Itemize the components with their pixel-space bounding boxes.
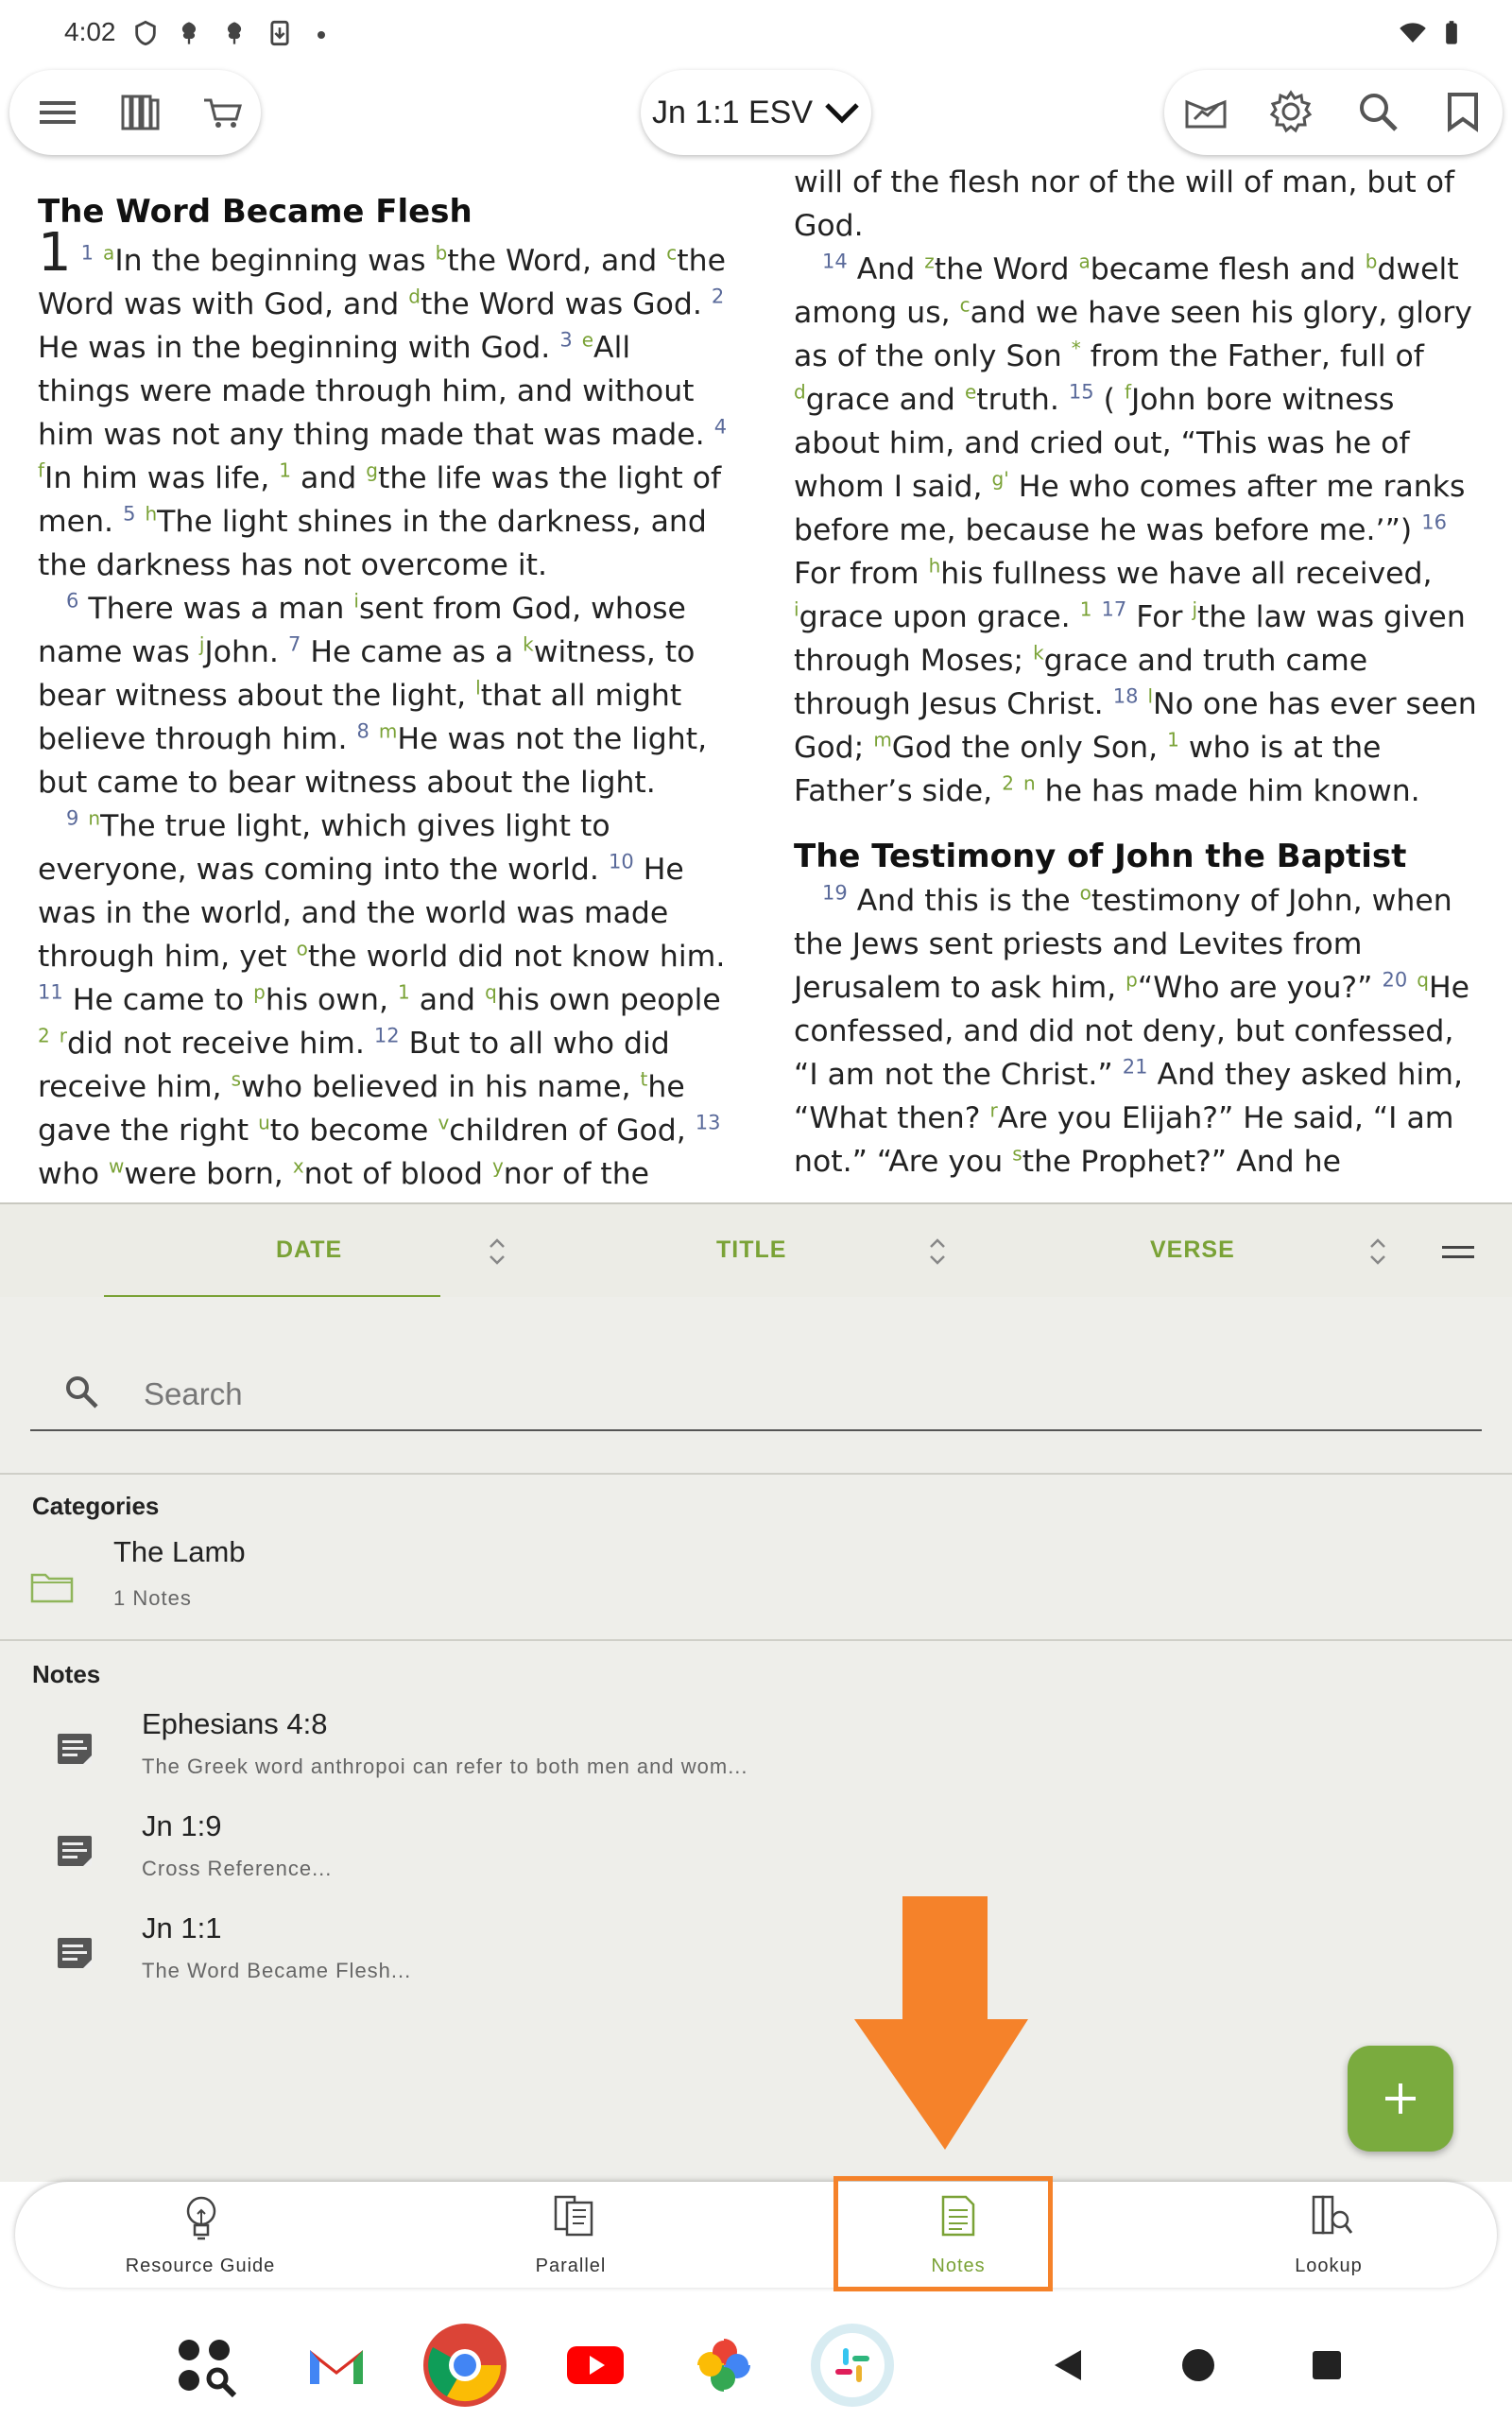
category-count: 1 Notes — [113, 1586, 192, 1610]
bookmark-icon[interactable] — [1435, 83, 1491, 140]
youtube-icon[interactable] — [552, 2322, 639, 2409]
bottom-nav — [15, 2182, 1497, 2288]
divider — [0, 1639, 1512, 1641]
notes-panel — [0, 1297, 1512, 2182]
sort-date-label: DATE — [276, 1236, 343, 1263]
notes-search-input[interactable] — [30, 1354, 1482, 1431]
reader-paragraph: 1 $^1$ $^a$In the beginning was $^b$the Word, and $^c$the Word was with God, and $^d$the Word was God. $^2$ He was in the beginning with God. $^3$ $^e$All things were made through him, and without him was not any thing made that was made. $^4$ $^f$In him was life, $^1$ and $^g$the life was the light of men. $^5$ $^h$The light shines in the darkness, and the darkness has not overcome it. — [38, 222, 728, 582]
nav-parallel[interactable] — [448, 2182, 694, 2288]
chrome-icon[interactable] — [421, 2322, 508, 2409]
sort-verse-label: VERSE — [1150, 1236, 1235, 1263]
note-icon — [55, 1934, 94, 1974]
home-icon[interactable] — [1181, 2348, 1215, 2382]
category-title: The Lamb — [113, 1535, 246, 1568]
bible-reader[interactable] — [0, 142, 1512, 1201]
gmail-icon[interactable] — [293, 2322, 380, 2409]
parallel-icon — [552, 2193, 595, 2238]
notes-heading: Notes — [32, 1660, 101, 1688]
note-preview: The Greek word anthropoi can refer to both men and wom... — [142, 1754, 748, 1778]
chevron-down-icon — [824, 101, 860, 124]
cart-icon[interactable] — [195, 83, 251, 140]
tree-icon-2 — [221, 19, 248, 47]
sort-arrows-icon — [1366, 1233, 1389, 1270]
battery-icon — [1438, 19, 1465, 47]
download-icon — [266, 19, 293, 47]
photos-icon[interactable] — [680, 2322, 767, 2409]
status-bar — [0, 0, 1512, 68]
note-item[interactable] — [0, 1707, 1512, 1802]
sort-by-verse[interactable] — [881, 1204, 1321, 1299]
add-note-button[interactable] — [1348, 2046, 1453, 2152]
note-item[interactable] — [0, 1911, 1512, 2006]
note-preview: Cross Reference... — [142, 1857, 333, 1880]
slack-icon[interactable] — [809, 2322, 896, 2409]
reference-label: Jn 1:1 ESV — [651, 94, 814, 130]
gear-icon[interactable] — [1263, 83, 1319, 140]
notes-highlight-box — [833, 2176, 1053, 2291]
divider — [0, 1473, 1512, 1475]
notes-sort-bar — [0, 1202, 1512, 1297]
menu-icon[interactable] — [28, 83, 85, 140]
nav-label: Notes — [931, 2256, 986, 2276]
nav-lookup[interactable] — [1206, 2182, 1452, 2288]
reader-paragraph: $^{19}$ And this is the $^o$testimony of John, when the Jews sent priests and Levites from Jerusalem to ask him, $^p$“Who are you?” $^{20}$ $^q$He confessed, and did not deny, but confessed, “I am not the Christ.” $^{21}$ And they asked him, “What then? $^r$Are you Elijah?” He said, “I am not.” “Are you $^s$the Prophet?” And he — [794, 881, 1470, 1179]
panel-resize-handle-icon[interactable] — [1442, 1244, 1474, 1261]
note-title: Ephesians 4:8 — [142, 1707, 328, 1740]
note-title: Jn 1:1 — [142, 1911, 222, 1945]
folder-icon — [30, 1569, 74, 1603]
reader-column-right — [794, 161, 1484, 1184]
shield-icon — [132, 19, 159, 47]
search-placeholder: Search — [144, 1376, 243, 1411]
lightbulb-icon — [181, 2193, 221, 2242]
category-item[interactable] — [0, 1535, 1512, 1630]
plus-icon — [1348, 2046, 1453, 2152]
highlight-arrow — [850, 1896, 1030, 2152]
reading-plan-icon[interactable] — [1177, 83, 1234, 140]
lookup-icon — [1310, 2193, 1353, 2238]
section-heading: The Testimony of John the Baptist — [794, 838, 1407, 875]
system-dock — [0, 2307, 1512, 2420]
sort-by-title[interactable] — [440, 1204, 881, 1299]
search-icon[interactable] — [1349, 83, 1406, 140]
note-preview: The Word Became Flesh... — [142, 1959, 412, 1982]
nav-resource-guide[interactable] — [77, 2182, 323, 2288]
back-icon[interactable] — [1053, 2348, 1085, 2382]
section-heading: The Word Became Flesh — [38, 193, 472, 231]
library-icon[interactable] — [112, 83, 168, 140]
reader-paragraph: $^9$ $^n$The true light, which gives light to everyone, was coming into the world. $^{10}$ He was in the world, and the world was made through him, yet $^o$the world did not know him. $^{11}$ He came to $^p$his own, $^1$ and $^q$his own people $^2$ $^r$did not receive him. $^{12}$ But to all who did receive him, $^s$who believed in his name, $^t$he gave the right $^u$to become $^v$children of God, $^{13}$ who $^w$were born, $^x$not of blood $^y$nor of the — [38, 806, 726, 1191]
tree-icon — [176, 19, 202, 47]
categories-heading: Categories — [32, 1492, 160, 1520]
recents-icon[interactable] — [1312, 2350, 1342, 2380]
dot-icon — [316, 19, 327, 47]
note-icon — [55, 1730, 94, 1770]
reader-column-left — [38, 189, 728, 1196]
reader-paragraph: will of the flesh nor of the will of man, but of God. — [794, 165, 1455, 243]
status-time: 4:02 — [64, 17, 116, 46]
nav-label: Lookup — [1295, 2256, 1363, 2276]
nav-label: Resource Guide — [125, 2256, 276, 2276]
note-title: Jn 1:9 — [142, 1809, 222, 1842]
search-icon — [62, 1373, 100, 1410]
sort-by-date[interactable] — [0, 1204, 440, 1299]
note-item[interactable] — [0, 1809, 1512, 1904]
reader-paragraph: $^6$ There was a man $^i$sent from God, whose name was $^j$John. $^7$ He came as a $^k$witness, to bear witness about the light, $^l$that all might believe through him. $^8$ $^m$He was not the light, but came to bear witness about the light. — [38, 589, 708, 800]
note-icon — [55, 1832, 94, 1872]
sort-title-label: TITLE — [716, 1236, 787, 1263]
nav-label: Parallel — [535, 2256, 607, 2276]
reader-paragraph: $^{14}$ And $^z$the Word $^a$became flesh and $^b$dwelt among us, $^c$and we have seen his glory, glory as of the only Son * from the Father, full of $^d$grace and $^e$truth. $^{15}$ ( $^f$John bore witness about him, and cried out, “This was he of whom I said, $^{g'}$ He who comes after me ranks before me, because he was before me.’”) $^{16}$ For from $^h$his fullness we have all received, $^i$grace upon grace. $^1$ $^{17}$ For $^j$the law was given through Moses; $^k$grace and truth came through Jesus Christ. $^{18}$ $^l$No one has ever seen God; $^m$God the only Son, $^1$ who is at the Father’s side, $^2$ $^n$ he has made him known. — [794, 250, 1477, 808]
app-drawer-icon[interactable] — [163, 2322, 249, 2409]
wifi-icon — [1397, 19, 1429, 47]
